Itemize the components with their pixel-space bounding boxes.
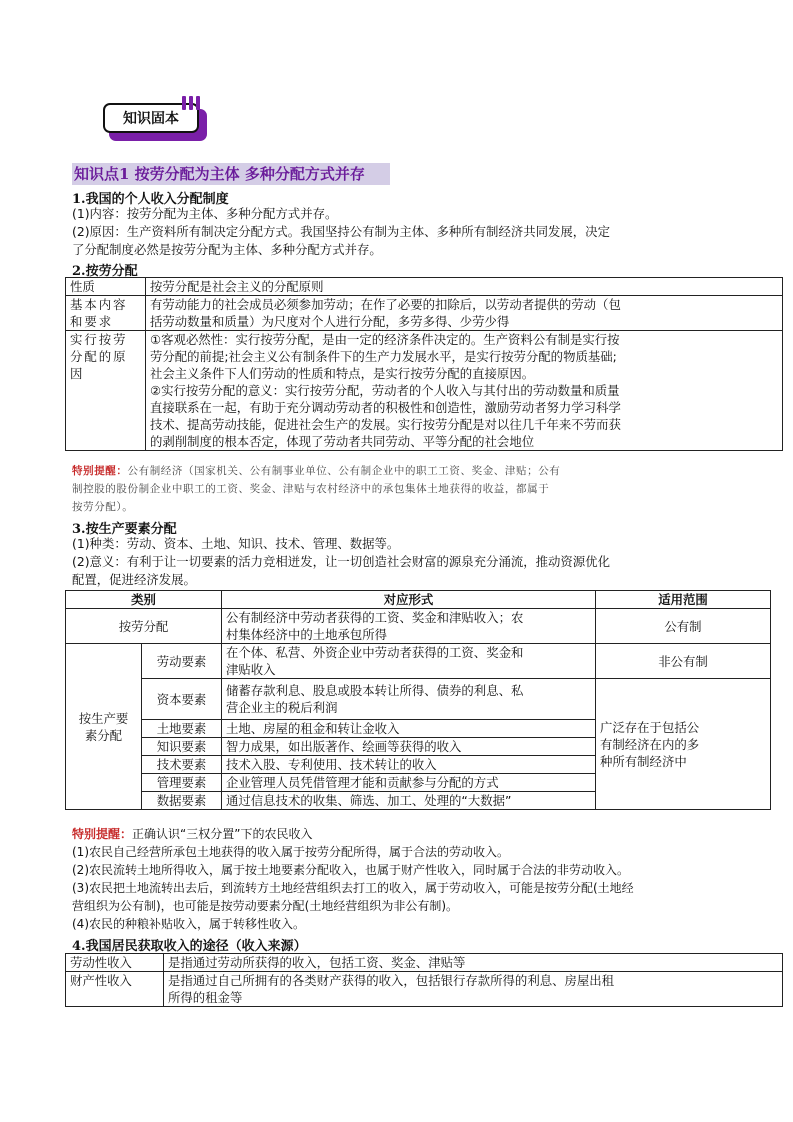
factor-type-cell: 数据要素 — [142, 792, 222, 810]
row-content: 按劳分配是社会主义的分配原则 — [146, 278, 783, 296]
form-cell: 企业管理人员凭借管理才能和贡献参与分配的方式 — [222, 774, 596, 792]
table-row — [66, 331, 783, 451]
section-title: 知识点1 按劳分配为主体 多种分配方式并存 — [72, 163, 390, 185]
s3-line: (2)意义：有利于让一切要素的活力竞相迸发，让一切创造社会财富的源泉充分涌流，推动资源优化 — [72, 554, 610, 569]
form-cell: 技术入股、专利使用、技术转让的收入 — [222, 756, 596, 774]
factor-type-cell: 技术要素 — [142, 756, 222, 774]
s3-heading: 3.按生产要素分配 — [72, 522, 177, 537]
tip2-line: 营组织为公有制)，也可能是按劳动要素分配(土地经营组织为非公有制)。 — [72, 899, 459, 913]
form-cell: 土地、房屋的租金和转让金收入 — [222, 720, 596, 738]
form-cell: 通过信息技术的收集、筛选、加工、处理的“大数据” — [222, 792, 596, 810]
tip2-line: (4)农民的种粮补贴收入，属于转移性收入。 — [72, 917, 305, 931]
row-label: 基本内容和要求 — [66, 296, 146, 331]
row-content: 是指通过自己所拥有的各类财产获得的收入，包括银行存款所得的利息、房屋出租 所得的租金等 — [164, 972, 783, 1007]
factor-type-cell: 劳动要素 — [142, 644, 222, 679]
factor-type-cell: 知识要素 — [142, 738, 222, 756]
s4-heading: 4.我国居民获取收入的途径（收入来源） — [72, 939, 307, 954]
s3-line: 配置，促进经济发展。 — [72, 572, 196, 587]
table-row — [66, 644, 771, 679]
s1-line: (2)原因：生产资料所有制决定分配方式。我国坚持公有制为主体、多种所有制经济共同发展，决定 — [72, 224, 610, 239]
badge-ticks-decoration — [180, 96, 206, 110]
group-label-cell: 按生产要 素分配 — [66, 644, 142, 810]
table-row — [66, 679, 771, 720]
form-cell: 智力成果，如出版著作、绘画等获得的收入 — [222, 738, 596, 756]
s1-line: 了分配制度必然是按劳分配为主体、多种分配方式并存。 — [72, 242, 382, 257]
row-content: ①客观必然性：实行按劳分配，是由一定的经济条件决定的。生产资料公有制是实行按 劳分配的前提;社会主义公有制条件下的生产力发展水平，是实行按劳分配的物质基础; 社会主义条件下人们劳动的性质和特点，是实行按劳分配的直接原因。 ②实行按劳分配的意义：实行按劳分配，劳动者的个人收入与其付出的劳动数量和质量 直接联系在一起，有助于充分调动劳动者的积极性和创造性，激励劳动者努力学习科学 技术、提高劳动技能，促进社会生产的发展。实行按劳分配是对以往几千年来不劳而获 的剥削制度的根本否定，体现了劳动者共同劳动、平等分配的社会地位 — [146, 331, 783, 451]
row-content: 是指通过劳动所获得的收入，包括工资、奖金、津贴等 — [164, 954, 783, 972]
s2-heading: 2.按劳分配 — [72, 264, 138, 279]
table-row — [66, 609, 771, 644]
column-header: 类别 — [66, 591, 222, 609]
tip2-line: (3)农民把土地流转出去后，到流转方土地经营组织去打工的收入，属于劳动收入，可能是按劳分配(土地经 — [72, 881, 634, 895]
tip-line: 特别提醒：公有制经济（国家机关、公有制事业单位、公有制企业中的职工工资、奖金、津贴；公有 — [72, 465, 561, 477]
table-header-row — [66, 591, 771, 609]
column-header: 对应形式 — [222, 591, 596, 609]
s3-line: (1)种类：劳动、资本、土地、知识、技术、管理、数据等。 — [72, 536, 400, 551]
table-row — [66, 296, 783, 331]
row-content: 有劳动能力的社会成员必须参加劳动；在作了必要的扣除后，以劳动者提供的劳动（包 括劳动数量和质量）为尺度对个人进行分配，多劳多得、少劳少得 — [146, 296, 783, 331]
column-header: 适用范围 — [596, 591, 771, 609]
row-label: 性质 — [66, 278, 146, 296]
row-label: 实行按劳分配的原因 — [66, 331, 146, 451]
distribution-by-labor-table — [65, 277, 783, 451]
table-row — [66, 954, 783, 972]
row-label: 财产性收入 — [66, 972, 164, 1007]
s1-heading: 1.我国的个人收入分配制度 — [72, 192, 229, 207]
tip2-heading: 特别提醒：正确认识“三权分置”下的农民收入 — [72, 827, 313, 841]
scope-cell: 公有制 — [596, 609, 771, 644]
factor-type-cell: 管理要素 — [142, 774, 222, 792]
category-cell: 按劳分配 — [66, 609, 222, 644]
form-cell: 公有制经济中劳动者获得的工资、奖金和津贴收入；农 村集体经济中的土地承包所得 — [222, 609, 596, 644]
tip-line: 制控股的股份制企业中职工的工资、奖金、津贴与农村经济中的承包集体土地获得的收益，都属于 — [72, 483, 550, 495]
tip-line: 按劳分配）。 — [72, 501, 134, 513]
row-label: 劳动性收入 — [66, 954, 164, 972]
income-sources-table — [65, 953, 783, 1007]
badge-label: 知识固本 — [103, 103, 199, 133]
table-row — [66, 278, 783, 296]
table-row — [66, 972, 783, 1007]
form-cell: 在个体、私营、外资企业中劳动者获得的工资、奖金和 津贴收入 — [222, 644, 596, 679]
tip2-line: (2)农民流转土地所得收入，属于按土地要素分配收入，也属于财产性收入，同时属于合法的非劳动收入。 — [72, 863, 630, 877]
form-cell: 储蓄存款利息、股息或股本转让所得、债券的利息、私 营企业主的税后利润 — [222, 679, 596, 720]
factor-distribution-table — [65, 590, 771, 810]
factor-type-cell: 资本要素 — [142, 679, 222, 720]
factor-type-cell: 土地要素 — [142, 720, 222, 738]
scope-cell: 广泛存在于包括公 有制经济在内的多 种所有制经济中 — [596, 679, 771, 810]
scope-cell: 非公有制 — [596, 644, 771, 679]
tip-label: 特别提醒： — [72, 827, 133, 841]
tip2-line: (1)农民自己经营所承包土地获得的收入属于按劳分配所得，属于合法的劳动收入。 — [72, 845, 510, 859]
s1-line: (1)内容：按劳分配为主体、多种分配方式并存。 — [72, 206, 338, 221]
tip-label: 特别提醒： — [72, 465, 128, 477]
